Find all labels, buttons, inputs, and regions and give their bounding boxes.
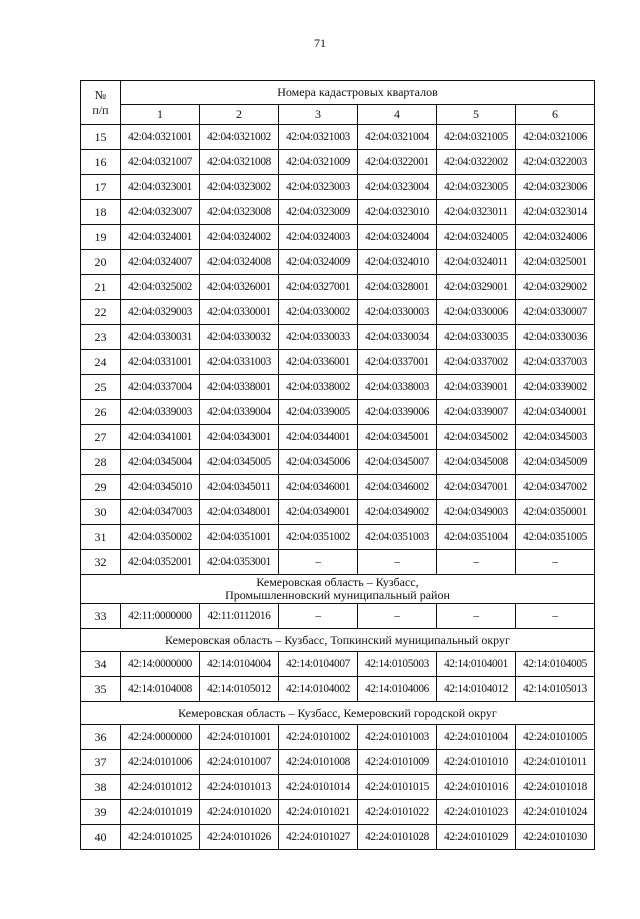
row-number-cell: 20 [81, 250, 121, 275]
cadastral-number-cell: 42:04:0351003 [358, 525, 437, 550]
cadastral-number-cell: 42:04:0330036 [516, 325, 595, 350]
cadastral-number-cell: 42:04:0329003 [121, 300, 200, 325]
cadastral-number-cell: 42:04:0323005 [437, 175, 516, 200]
cadastral-number-cell: 42:04:0323003 [279, 175, 358, 200]
cadastral-number-cell: 42:04:0323004 [358, 175, 437, 200]
row-number-cell: 24 [81, 350, 121, 375]
row-number-cell: 25 [81, 375, 121, 400]
table-row [81, 450, 595, 475]
cadastral-number-cell: 42:24:0101026 [200, 825, 279, 850]
row-number-cell: 34 [81, 652, 121, 677]
cadastral-number-cell: 42:24:0101002 [279, 725, 358, 750]
cadastral-number-cell: 42:04:0321008 [200, 150, 279, 175]
cadastral-number-cell: 42:04:0338001 [200, 375, 279, 400]
table-row [81, 375, 595, 400]
table-row [81, 275, 595, 300]
cadastral-number-cell: 42:04:0353001 [200, 550, 279, 575]
cadastral-number-cell: 42:04:0323001 [121, 175, 200, 200]
cadastral-number-cell: 42:04:0324008 [200, 250, 279, 275]
cadastral-number-cell: 42:24:0101024 [516, 800, 595, 825]
cadastral-number-cell: 42:04:0328001 [358, 275, 437, 300]
cadastral-number-cell: 42:14:0104007 [279, 652, 358, 677]
cadastral-number-cell: 42:14:0105012 [200, 677, 279, 702]
column-number-header: 1 [121, 105, 200, 125]
cadastral-number-cell: 42:11:0112016 [200, 604, 279, 629]
cadastral-number-cell: 42:04:0330007 [516, 300, 595, 325]
table-row [81, 300, 595, 325]
region-heading-row [81, 575, 595, 604]
cadastral-number-cell: 42:04:0330031 [121, 325, 200, 350]
cadastral-number-cell: 42:04:0321006 [516, 125, 595, 150]
table-row [81, 652, 595, 677]
cadastral-number-cell: 42:04:0331001 [121, 350, 200, 375]
table-row [81, 325, 595, 350]
cadastral-number-cell: 42:04:0340001 [516, 400, 595, 425]
cadastral-number-cell: 42:04:0338003 [358, 375, 437, 400]
region-heading-row [81, 629, 595, 652]
cadastral-number-cell: 42:04:0339002 [516, 375, 595, 400]
cadastral-number-cell: 42:04:0323008 [200, 200, 279, 225]
cadastral-number-cell: 42:04:0347002 [516, 475, 595, 500]
table-row [81, 500, 595, 525]
cadastral-number-cell: 42:04:0324001 [121, 225, 200, 250]
cadastral-number-cell: 42:24:0101023 [437, 800, 516, 825]
row-number-header: № п/п [81, 81, 121, 125]
cadastral-number-cell: 42:14:0105003 [358, 652, 437, 677]
row-number-cell: 37 [81, 750, 121, 775]
cadastral-number-cell: 42:04:0345011 [200, 475, 279, 500]
cadastral-number-cell: 42:04:0346001 [279, 475, 358, 500]
cadastral-number-cell: 42:24:0101022 [358, 800, 437, 825]
cadastral-number-cell: 42:04:0323002 [200, 175, 279, 200]
cadastral-number-cell: 42:24:0101030 [516, 825, 595, 850]
cadastral-number-cell: 42:04:0324011 [437, 250, 516, 275]
region-heading-line: Промышленновский муниципальный район [225, 588, 450, 602]
cadastral-number-cell: 42:24:0101027 [279, 825, 358, 850]
cadastral-number-cell: – [279, 550, 358, 575]
row-number-cell: 27 [81, 425, 121, 450]
cadastral-number-cell: 42:04:0345009 [516, 450, 595, 475]
cadastral-number-cell: 42:04:0337001 [358, 350, 437, 375]
cadastral-number-cell: 42:04:0327001 [279, 275, 358, 300]
cadastral-number-cell: 42:04:0352001 [121, 550, 200, 575]
cadastral-number-cell: 42:14:0000000 [121, 652, 200, 677]
column-number-header: 3 [279, 105, 358, 125]
cadastral-number-cell: 42:11:0000000 [121, 604, 200, 629]
cadastral-number-cell: 42:04:0324004 [358, 225, 437, 250]
cadastral-number-cell: 42:04:0330034 [358, 325, 437, 350]
cadastral-number-cell: 42:14:0104006 [358, 677, 437, 702]
region-heading-line: Кемеровская область – Кузбасс, Кемеровский городской округ [178, 705, 497, 720]
table-row [81, 677, 595, 702]
cadastral-number-cell: 42:04:0339007 [437, 400, 516, 425]
row-number-cell: 29 [81, 475, 121, 500]
cadastral-number-cell: 42:14:0104012 [437, 677, 516, 702]
cadastral-number-cell: 42:24:0101001 [200, 725, 279, 750]
page-number: 71 [314, 36, 326, 50]
table-row [81, 200, 595, 225]
cadastral-number-cell: 42:04:0345005 [200, 450, 279, 475]
cadastral-number-cell: 42:04:0321009 [279, 150, 358, 175]
cadastral-number-cell: 42:04:0337004 [121, 375, 200, 400]
row-number-cell: 39 [81, 800, 121, 825]
table-row [81, 550, 595, 575]
cadastral-number-cell: 42:04:0339004 [200, 400, 279, 425]
cadastral-number-cell: 42:04:0349003 [437, 500, 516, 525]
cadastral-number-cell: 42:14:0104002 [279, 677, 358, 702]
cadastral-number-cell: 42:04:0322003 [516, 150, 595, 175]
cadastral-number-cell: 42:04:0330003 [358, 300, 437, 325]
row-number-cell: 31 [81, 525, 121, 550]
cadastral-number-cell: 42:14:0105013 [516, 677, 595, 702]
cadastral-number-cell: 42:04:0321007 [121, 150, 200, 175]
cadastral-number-cell: 42:24:0101020 [200, 800, 279, 825]
cadastral-number-cell: 42:04:0345004 [121, 450, 200, 475]
cadastral-number-cell: 42:04:0343001 [200, 425, 279, 450]
cadastral-number-cell: 42:04:0348001 [200, 500, 279, 525]
cadastral-number-cell: 42:24:0101011 [516, 750, 595, 775]
cadastral-number-cell: 42:04:0351002 [279, 525, 358, 550]
cadastral-number-cell: 42:24:0101003 [358, 725, 437, 750]
cadastral-number-cell: 42:04:0349002 [358, 500, 437, 525]
row-number-cell: 18 [81, 200, 121, 225]
row-number-cell: 30 [81, 500, 121, 525]
table-row [81, 425, 595, 450]
cadastral-quarters-header: Номера кадастровых кварталов [121, 81, 595, 105]
row-number-cell: 32 [81, 550, 121, 575]
table-row [81, 825, 595, 850]
region-heading-row [81, 702, 595, 725]
cadastral-number-cell: 42:14:0104004 [200, 652, 279, 677]
row-number-cell: 36 [81, 725, 121, 750]
cadastral-number-cell: 42:04:0324005 [437, 225, 516, 250]
cadastral-number-cell: 42:24:0101015 [358, 775, 437, 800]
row-number-cell: 17 [81, 175, 121, 200]
cadastral-number-cell: 42:04:0330002 [279, 300, 358, 325]
cadastral-number-cell: 42:24:0101013 [200, 775, 279, 800]
row-number-cell: 15 [81, 125, 121, 150]
cadastral-number-cell: – [516, 550, 595, 575]
cadastral-number-cell: 42:24:0101005 [516, 725, 595, 750]
cadastral-number-cell: 42:24:0101010 [437, 750, 516, 775]
row-number-cell: 28 [81, 450, 121, 475]
cadastral-number-cell: 42:04:0347001 [437, 475, 516, 500]
column-number-header: 4 [358, 105, 437, 125]
cadastral-number-cell: 42:04:0345010 [121, 475, 200, 500]
cadastral-number-cell: 42:24:0101007 [200, 750, 279, 775]
cadastral-number-cell: 42:14:0104005 [516, 652, 595, 677]
cadastral-number-cell: 42:04:0345006 [279, 450, 358, 475]
cadastral-number-cell: 42:04:0325001 [516, 250, 595, 275]
row-number-cell: 23 [81, 325, 121, 350]
cadastral-number-cell: 42:04:0344001 [279, 425, 358, 450]
table-row [81, 125, 595, 150]
table-row [81, 725, 595, 750]
cadastral-number-cell: 42:04:0322001 [358, 150, 437, 175]
cadastral-quarters-table [80, 80, 595, 850]
row-number-cell: 21 [81, 275, 121, 300]
cadastral-number-cell: 42:04:0330006 [437, 300, 516, 325]
row-number-cell: 33 [81, 604, 121, 629]
cadastral-number-cell: 42:24:0101021 [279, 800, 358, 825]
region-heading [81, 575, 595, 604]
cadastral-number-cell: 42:04:0336001 [279, 350, 358, 375]
cadastral-number-cell: 42:04:0345007 [358, 450, 437, 475]
row-number-cell: 38 [81, 775, 121, 800]
cadastral-number-cell: 42:04:0324002 [200, 225, 279, 250]
cadastral-number-cell: – [279, 604, 358, 629]
cadastral-number-cell: 42:04:0330032 [200, 325, 279, 350]
cadastral-number-cell: 42:04:0330035 [437, 325, 516, 350]
cadastral-number-cell: 42:04:0329001 [437, 275, 516, 300]
cadastral-number-cell: 42:24:0101006 [121, 750, 200, 775]
column-number-header: 5 [437, 105, 516, 125]
table-row [81, 350, 595, 375]
cadastral-number-cell: 42:14:0104001 [437, 652, 516, 677]
cadastral-number-cell: 42:04:0324010 [358, 250, 437, 275]
cadastral-number-cell: 42:04:0351001 [200, 525, 279, 550]
cadastral-number-cell: 42:04:0321005 [437, 125, 516, 150]
cadastral-number-cell: 42:04:0323007 [121, 200, 200, 225]
cadastral-number-cell: 42:24:0101008 [279, 750, 358, 775]
cadastral-number-cell: 42:04:0339006 [358, 400, 437, 425]
cadastral-number-cell: 42:04:0324003 [279, 225, 358, 250]
column-number-header: 2 [200, 105, 279, 125]
table-row [81, 225, 595, 250]
cadastral-number-cell: 42:04:0330033 [279, 325, 358, 350]
cadastral-number-cell: 42:04:0321003 [279, 125, 358, 150]
row-number-cell: 22 [81, 300, 121, 325]
table-row [81, 775, 595, 800]
cadastral-number-cell: 42:04:0351004 [437, 525, 516, 550]
cadastral-number-cell: 42:04:0323006 [516, 175, 595, 200]
cadastral-number-cell: 42:04:0323010 [358, 200, 437, 225]
cadastral-number-cell: 42:24:0101012 [121, 775, 200, 800]
cadastral-number-cell: 42:04:0330001 [200, 300, 279, 325]
cadastral-number-cell: 42:04:0324007 [121, 250, 200, 275]
cadastral-number-cell: 42:04:0345001 [358, 425, 437, 450]
cadastral-number-cell: 42:04:0349001 [279, 500, 358, 525]
cadastral-number-cell: 42:04:0324009 [279, 250, 358, 275]
cadastral-number-cell: 42:04:0323009 [279, 200, 358, 225]
cadastral-number-cell: – [437, 604, 516, 629]
cadastral-number-cell: 42:04:0339001 [437, 375, 516, 400]
table-row [81, 750, 595, 775]
table-row [81, 175, 595, 200]
table-row [81, 525, 595, 550]
cadastral-number-cell: 42:04:0339003 [121, 400, 200, 425]
table-body [81, 125, 595, 850]
cadastral-number-cell: 42:04:0326001 [200, 275, 279, 300]
table-row [81, 604, 595, 629]
cadastral-number-cell: – [358, 550, 437, 575]
cadastral-number-cell: 42:04:0347003 [121, 500, 200, 525]
cadastral-number-cell: 42:04:0323014 [516, 200, 595, 225]
table-row [81, 800, 595, 825]
cadastral-number-cell: 42:24:0101018 [516, 775, 595, 800]
cadastral-number-cell: 42:04:0350002 [121, 525, 200, 550]
region-heading-line: Кемеровская область – Кузбасс, [256, 575, 419, 589]
cadastral-number-cell: 42:04:0329002 [516, 275, 595, 300]
cadastral-number-cell: 42:04:0339005 [279, 400, 358, 425]
cadastral-number-cell: 42:04:0350001 [516, 500, 595, 525]
cadastral-number-cell: 42:24:0101016 [437, 775, 516, 800]
column-number-header: 6 [516, 105, 595, 125]
region-heading [81, 702, 595, 725]
region-heading-line: Кемеровская область – Кузбасс, Топкинский муниципальный округ [165, 632, 510, 647]
cadastral-number-cell: – [437, 550, 516, 575]
cadastral-number-cell: 42:24:0000000 [121, 725, 200, 750]
cadastral-number-cell: – [358, 604, 437, 629]
cadastral-number-cell: 42:04:0325002 [121, 275, 200, 300]
cadastral-number-cell: 42:04:0324006 [516, 225, 595, 250]
row-number-cell: 40 [81, 825, 121, 850]
cadastral-number-cell: 42:04:0322002 [437, 150, 516, 175]
cadastral-number-cell: 42:04:0331003 [200, 350, 279, 375]
cadastral-number-cell: 42:14:0104008 [121, 677, 200, 702]
cadastral-number-cell: 42:04:0338002 [279, 375, 358, 400]
cadastral-number-cell: 42:04:0345002 [437, 425, 516, 450]
cadastral-number-cell: 42:24:0101004 [437, 725, 516, 750]
table-row [81, 250, 595, 275]
cadastral-number-cell: 42:04:0351005 [516, 525, 595, 550]
row-number-cell: 35 [81, 677, 121, 702]
table-row [81, 150, 595, 175]
cadastral-number-cell: 42:04:0323011 [437, 200, 516, 225]
row-number-cell: 19 [81, 225, 121, 250]
cadastral-number-cell: – [516, 604, 595, 629]
cadastral-number-cell: 42:04:0337002 [437, 350, 516, 375]
region-heading [81, 629, 595, 652]
cadastral-number-cell: 42:04:0346002 [358, 475, 437, 500]
cadastral-number-cell: 42:24:0101028 [358, 825, 437, 850]
table-row [81, 475, 595, 500]
cadastral-number-cell: 42:24:0101009 [358, 750, 437, 775]
table-row [81, 400, 595, 425]
cadastral-number-cell: 42:04:0321002 [200, 125, 279, 150]
cadastral-number-cell: 42:24:0101019 [121, 800, 200, 825]
cadastral-number-cell: 42:24:0101025 [121, 825, 200, 850]
row-number-cell: 16 [81, 150, 121, 175]
cadastral-number-cell: 42:24:0101029 [437, 825, 516, 850]
cadastral-number-cell: 42:04:0341001 [121, 425, 200, 450]
cadastral-number-cell: 42:04:0345008 [437, 450, 516, 475]
cadastral-number-cell: 42:04:0321004 [358, 125, 437, 150]
cadastral-number-cell: 42:24:0101014 [279, 775, 358, 800]
cadastral-number-cell: 42:04:0345003 [516, 425, 595, 450]
table-header [81, 81, 595, 125]
cadastral-number-cell: 42:04:0321001 [121, 125, 200, 150]
cadastral-number-cell: 42:04:0337003 [516, 350, 595, 375]
row-number-cell: 26 [81, 400, 121, 425]
